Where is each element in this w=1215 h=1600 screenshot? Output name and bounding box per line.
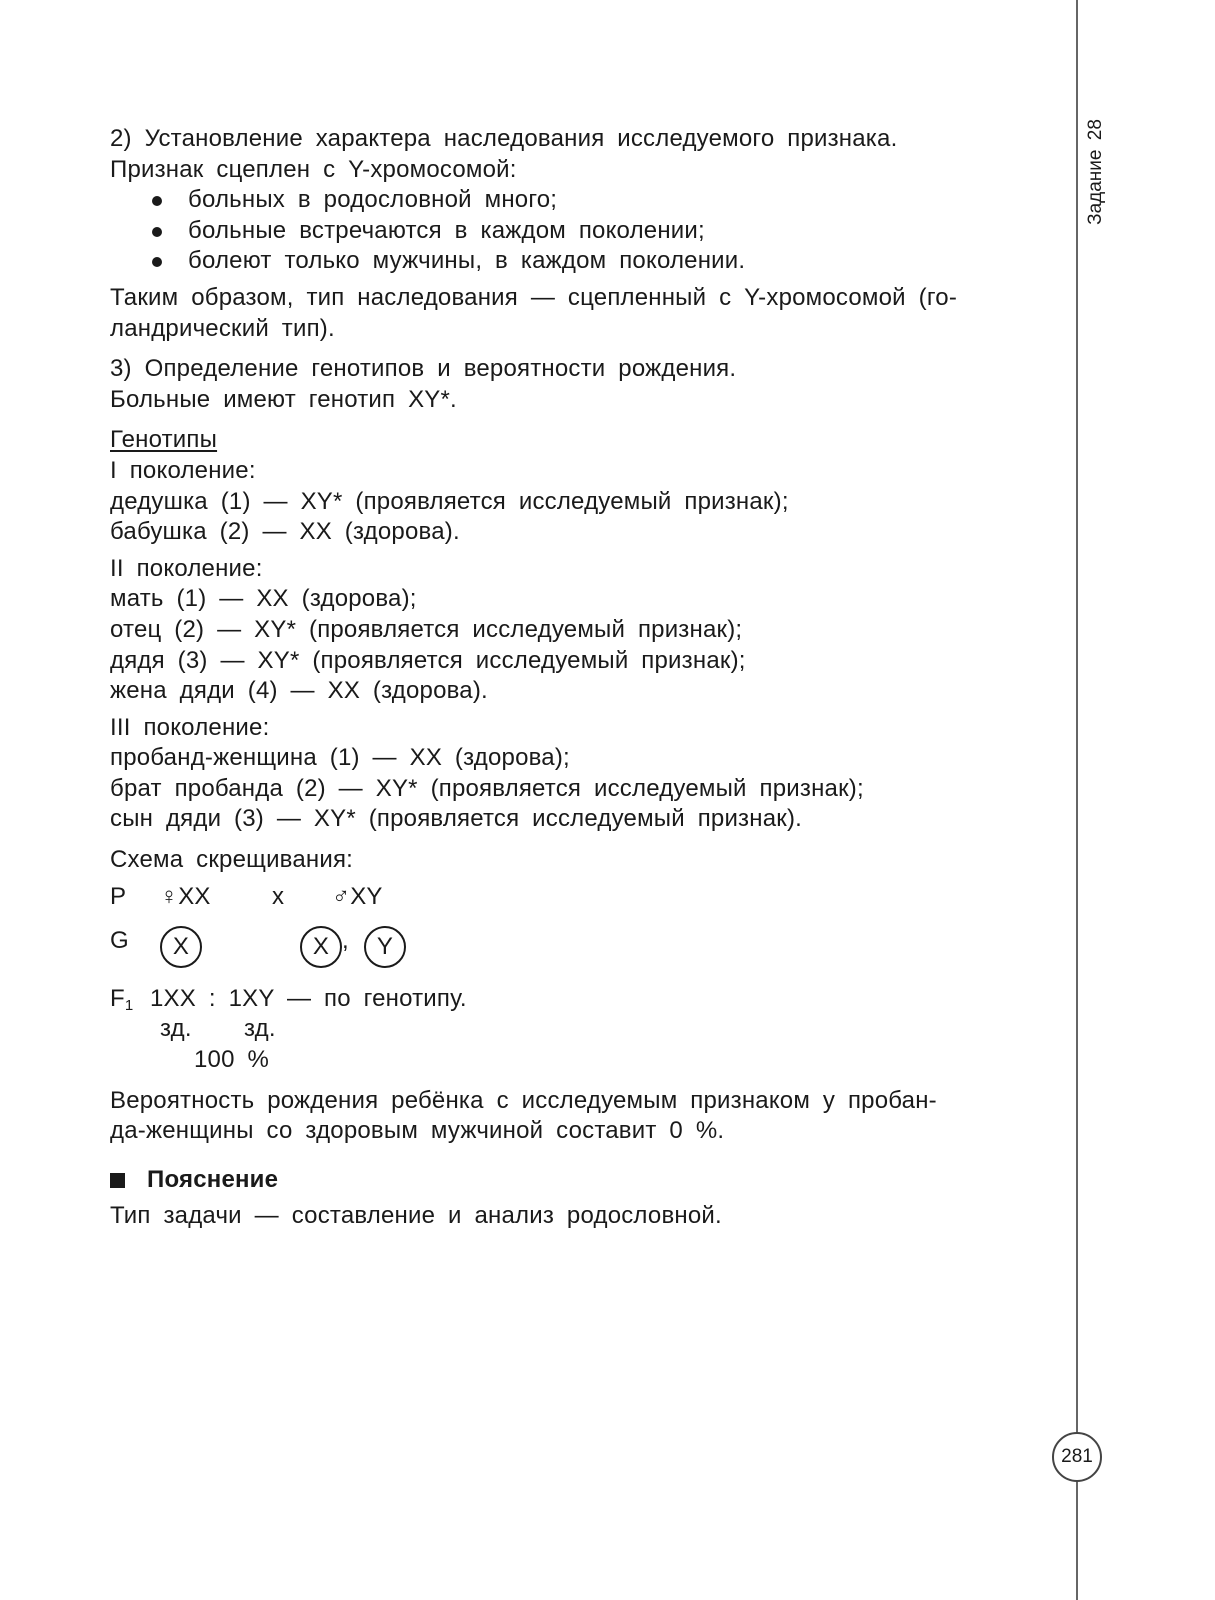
margin-rule (1076, 0, 1078, 1600)
f1-block (110, 984, 1015, 1076)
probability-text: Вероятность рождения ребёнка с исследуемым признаком у пробан- (110, 1086, 937, 1114)
page-number: 281 (1052, 1432, 1102, 1482)
parents-row (110, 882, 1015, 926)
genotypes-heading: Генотипы (110, 426, 218, 454)
genotype-line: брат пробанда (2) — XY* (проявляется исследуемый признак); (110, 774, 864, 802)
section2-conclusion: Таким образом, тип наследования — сцепленный с Y-хромосомой (го- (110, 283, 958, 311)
p-label: P (110, 882, 127, 910)
task-label: Задание 28 (1085, 119, 1106, 225)
section3-genotype-note: Больные имеют генотип XY*. (110, 385, 457, 413)
f1-genotype-ratio: 1XX : 1XY — по генотипу. (150, 984, 467, 1012)
healthy-mark: зд. (160, 1014, 192, 1042)
gamete-female-x: X (160, 926, 202, 968)
gametes-row (110, 926, 1015, 984)
section2-conclusion-cont: ландрический тип). (110, 314, 335, 342)
male-genotype: ♂XY (332, 882, 383, 910)
genotype-line: пробанд-женщина (1) — XX (здорова); (110, 744, 570, 772)
explanation-text: Тип задачи — составление и анализ родословной. (110, 1202, 722, 1230)
criteria-item: больных в родословной много; (152, 185, 1015, 216)
genotype-line: дядя (3) — XY* (проявляется исследуемый признак); (110, 646, 746, 674)
cross-sign: x (272, 882, 285, 910)
generation-2-title: II поколение: (110, 554, 263, 582)
genotype-line: сын дяди (3) — XY* (проявляется исследуемый признак). (110, 805, 803, 833)
section2-intro: Признак сцеплен с Y-хромосомой: (110, 155, 517, 183)
criteria-item: больные встречаются в каждом поколении; (152, 216, 1015, 247)
criteria-list (110, 185, 1015, 277)
probability-text-cont: да-женщины со здоровым мужчиной составит 0 %. (110, 1117, 725, 1145)
healthy-percent: 100 % (194, 1045, 270, 1073)
genotype-line: жена дяди (4) — XX (здорова). (110, 677, 488, 705)
criteria-item: болеют только мужчины, в каждом поколении. (152, 246, 1015, 277)
square-bullet-icon (110, 1173, 125, 1188)
cross-scheme-title: Схема скрещивания: (110, 846, 354, 874)
healthy-mark: зд. (244, 1014, 276, 1042)
gamete-male-x: X (300, 926, 342, 968)
f1-label: $F_1$ (110, 984, 134, 1014)
generation-1-title: I поколение: (110, 456, 256, 484)
explanation-heading: Пояснение (110, 1165, 1015, 1196)
gamete-male-y: Y (364, 926, 406, 968)
page-content (110, 124, 1015, 1232)
section2-title: 2) Установление характера наследования исследуемого признака. (110, 125, 898, 152)
section3-title: 3) Определение генотипов и вероятности рождения. (110, 355, 737, 383)
generation-3-title: III поколение: (110, 713, 270, 741)
g-label: G (110, 926, 129, 954)
genotype-line: отец (2) — XY* (проявляется исследуемый признак); (110, 615, 743, 643)
gamete-comma: , (342, 926, 349, 954)
genotype-line: дедушка (1) — XY* (проявляется исследуемый признак); (110, 487, 789, 515)
female-genotype: ♀XX (160, 882, 211, 910)
genotype-line: бабушка (2) — XX (здорова). (110, 518, 460, 546)
genotype-line: мать (1) — XX (здорова); (110, 585, 417, 613)
